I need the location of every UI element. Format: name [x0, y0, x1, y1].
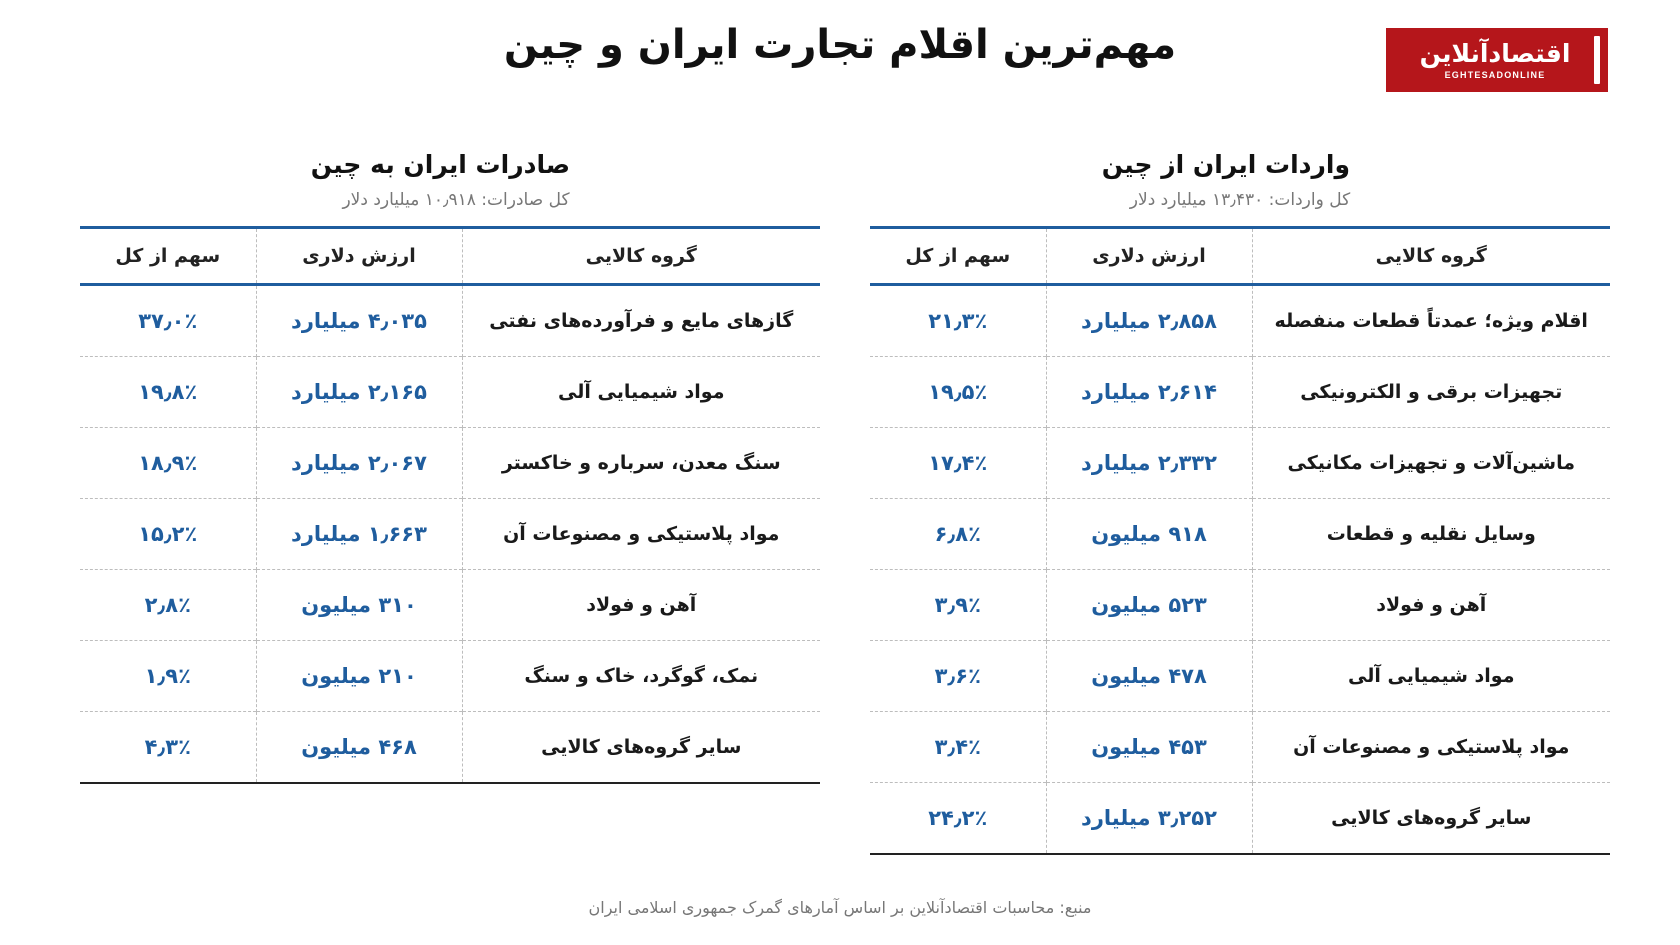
exports-header-row [80, 228, 820, 285]
cell-value: ۲٫۶۱۴ میلیارد [1046, 357, 1252, 428]
cell-group: سایر گروه‌های کالایی [541, 736, 742, 758]
table-row [80, 712, 820, 784]
cell-group: تجهیزات برقی و الکترونیکی [1300, 381, 1563, 403]
table-row [870, 783, 1610, 855]
exports-subtitle: کل صادرات: ۱۰٫۹۱۸ میلیارد دلار [342, 190, 570, 210]
cell-group: سنگ معدن، سرباره و خاکستر [501, 452, 781, 474]
cell-share: ۱۹٫۸٪ [80, 357, 256, 428]
cell-group: مواد شیمیایی آلی [558, 381, 725, 403]
cell-share: ۱۵٫۲٪ [80, 499, 256, 570]
cell-share: ۱۹٫۵٪ [870, 357, 1046, 428]
brand-logo [1386, 28, 1608, 92]
cell-value: ۲٫۸۵۸ میلیارد [1046, 285, 1252, 357]
table-row [80, 428, 820, 499]
table-row [80, 357, 820, 428]
table-row [870, 570, 1610, 641]
cell-group: آهن و فولاد [1376, 594, 1487, 616]
cell-share: ۳٫۶٪ [870, 641, 1046, 712]
cell-value: ۵۲۳ میلیون [1046, 570, 1252, 641]
cell-share: ۲٫۸٪ [80, 570, 256, 641]
cell-group: مواد پلاستیکی و مصنوعات آن [1293, 736, 1570, 758]
exports-title: صادرات ایران به چین [310, 150, 570, 179]
cell-value: ۱٫۶۶۳ میلیارد [256, 499, 462, 570]
cell-share: ۴٫۳٪ [80, 712, 256, 784]
cell-value: ۴٫۰۳۵ میلیارد [256, 285, 462, 357]
header-share: سهم از کل [870, 228, 1046, 285]
cell-group: گازهای مایع و فرآورده‌های نفتی [489, 310, 794, 332]
cell-share: ۱۸٫۹٪ [80, 428, 256, 499]
cell-group: ماشین‌آلات و تجهیزات مکانیکی [1287, 452, 1575, 474]
table-row [870, 285, 1610, 357]
exports-table [80, 226, 820, 784]
logo-subtext: EGHTESADONLINE [1444, 70, 1546, 80]
header-group: گروه کالایی [585, 245, 697, 267]
cell-group: اقلام ویژه؛ عمدتاً قطعات منفصله [1274, 310, 1588, 332]
header-share: سهم از کل [80, 228, 256, 285]
page-title: مهم‌ترین اقلام تجارت ایران و چین [503, 22, 1177, 68]
cell-group: وسایل نقلیه و قطعات [1326, 523, 1536, 545]
logo-bar-icon [1594, 36, 1600, 84]
cell-value: ۹۱۸ میلیون [1046, 499, 1252, 570]
header-value: ارزش دلاری [256, 228, 462, 285]
cell-value: ۲۱۰ میلیون [256, 641, 462, 712]
cell-value: ۴۷۸ میلیون [1046, 641, 1252, 712]
header-value: ارزش دلاری [1046, 228, 1252, 285]
cell-value: ۳۱۰ میلیون [256, 570, 462, 641]
cell-value: ۴۵۳ میلیون [1046, 712, 1252, 783]
cell-value: ۲٫۱۶۵ میلیارد [256, 357, 462, 428]
cell-value: ۴۶۸ میلیون [256, 712, 462, 784]
table-row [870, 641, 1610, 712]
cell-value: ۲٫۳۳۲ میلیارد [1046, 428, 1252, 499]
table-row [870, 499, 1610, 570]
header-group: گروه کالایی [1375, 245, 1487, 267]
cell-share: ۳٫۹٪ [870, 570, 1046, 641]
cell-share: ۲۴٫۲٪ [870, 783, 1046, 855]
cell-value: ۲٫۰۶۷ میلیارد [256, 428, 462, 499]
imports-title: واردات ایران از چین [1101, 150, 1350, 179]
source-note: منبع: محاسبات اقتصادآنلاین بر اساس آمارهای گمرک جمهوری اسلامی ایران [588, 898, 1092, 917]
cell-group: مواد شیمیایی آلی [1348, 665, 1515, 687]
imports-header-row [870, 228, 1610, 285]
table-row [80, 641, 820, 712]
imports-panel [870, 140, 1610, 830]
cell-share: ۱۷٫۴٪ [870, 428, 1046, 499]
cell-value: ۳٫۲۵۲ میلیارد [1046, 783, 1252, 855]
cell-group: نمک، گوگرد، خاک و سنگ [524, 665, 759, 687]
logo-text: اقتصادآنلاین [1419, 39, 1571, 68]
imports-table [870, 226, 1610, 855]
table-row [870, 357, 1610, 428]
imports-subtitle: کل واردات: ۱۳٫۴۳۰ میلیارد دلار [1129, 190, 1351, 210]
table-row [870, 428, 1610, 499]
cell-share: ۶٫۸٪ [870, 499, 1046, 570]
exports-panel [80, 140, 820, 759]
cell-share: ۱٫۹٪ [80, 641, 256, 712]
cell-group: مواد پلاستیکی و مصنوعات آن [503, 523, 780, 545]
cell-group: آهن و فولاد [586, 594, 697, 616]
table-row [80, 285, 820, 357]
table-row [870, 712, 1610, 783]
table-row [80, 570, 820, 641]
cell-share: ۲۱٫۳٪ [870, 285, 1046, 357]
cell-share: ۳٫۴٪ [870, 712, 1046, 783]
cell-share: ۳۷٫۰٪ [80, 285, 256, 357]
cell-group: سایر گروه‌های کالایی [1331, 807, 1532, 829]
table-row [80, 499, 820, 570]
